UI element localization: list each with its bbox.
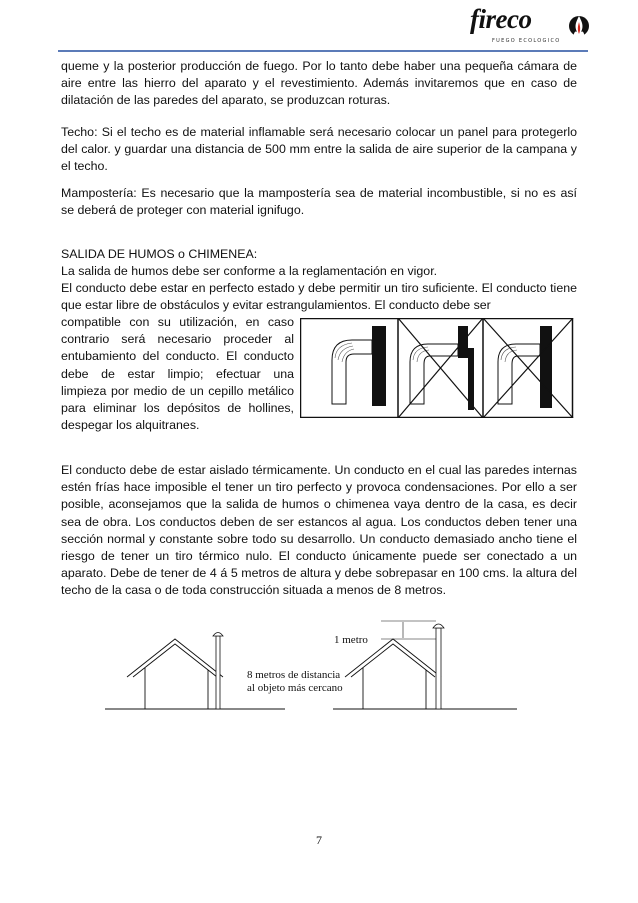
paragraph-conducto-limpieza: compatible con su utilización, en caso contrario será necesario proceder al entubamiento del conducto. El conducto debe de estar limpio; efectuar una limpieza por medio de un cepillo metálico para eliminar los depósitos de hollines, despegar los alquitranes. [61, 315, 294, 433]
logo-subtitle: FUEGO ECOLOGICO [492, 38, 561, 44]
paragraph-reglamentacion: La salida de humos debe ser conforme a la reglamentación en vigor. [61, 264, 438, 278]
paragraph-aislamiento-termico: El conducto debe de estar aislado térmicamente. Un conducto en el cual las paredes internas estén frías hace imposible el tener un tiro perfecto y provoca condensaciones. Por ello a ser posible, aconsejamos que la salida de humos o chimenea vaya dentro de la casa, es decir sea de obra. Los conductos deben de ser estancos al agua. Los conductos deben tener una sección normal y constante sobre todo su desarrollo. Un conducto demasiado ancho tiene el riesgo de tener un tiro térmico nulo. El conducto únicamente puede ser conectado a un aparato. Debe de tener de 4 á 5 metros de altura y debe sobrepasar en 100 cms. la altura del techo de la casa o de toda construcción situada a menos de 8 metros. [61, 463, 577, 598]
paragraph-camara-aire: queme y la posterior producción de fuego. Por lo tanto debe haber una pequeña cámara de aire entre las hierro del aparato y el revestimiento. Además invitaremos que en caso de dilatación de las paredes del aparato, se produzcan roturas. [61, 59, 577, 108]
paragraph-conducto-estado: El conducto debe estar en perfecto estado y debe permitir un tiro suficiente. El conducto tiene que estar libre de obstáculos y evitar estrangulamientos. El conducto debe ser [61, 281, 577, 313]
section-title-salida-humos: SALIDA DE HUMOS o CHIMENEA: [61, 247, 258, 261]
page-number: 7 [316, 833, 322, 847]
height-label: 1 metro [334, 634, 368, 646]
duct-correct-panel [332, 326, 386, 406]
logo-wordmark: fireco [470, 4, 532, 34]
distance-label-line2: al objeto más cercano [247, 682, 343, 694]
chimney-height-figure [105, 618, 525, 718]
duct-configuration-diagram [300, 318, 574, 418]
duct-incorrect-panel-1 [398, 318, 483, 418]
header-rule [58, 50, 588, 52]
paragraph-techo: Techo: Si el techo es de material inflamable será necesario colocar un panel para protegerlo del calor. y guardar una distancia de 500 mm entre la salida de aire superior de la campana y el techo. [61, 125, 577, 174]
distance-label-line1: 8 metros de distancia [247, 669, 341, 681]
flame-icon [568, 12, 590, 42]
duct-incorrect-panel-2 [483, 318, 573, 418]
paragraph-mamposteria: Mampostería: Es necesario que la mampostería sea de material incombustible, si no es así se deberá de proteger con material ignifugo. [61, 186, 577, 218]
fireco-logo [470, 4, 590, 48]
